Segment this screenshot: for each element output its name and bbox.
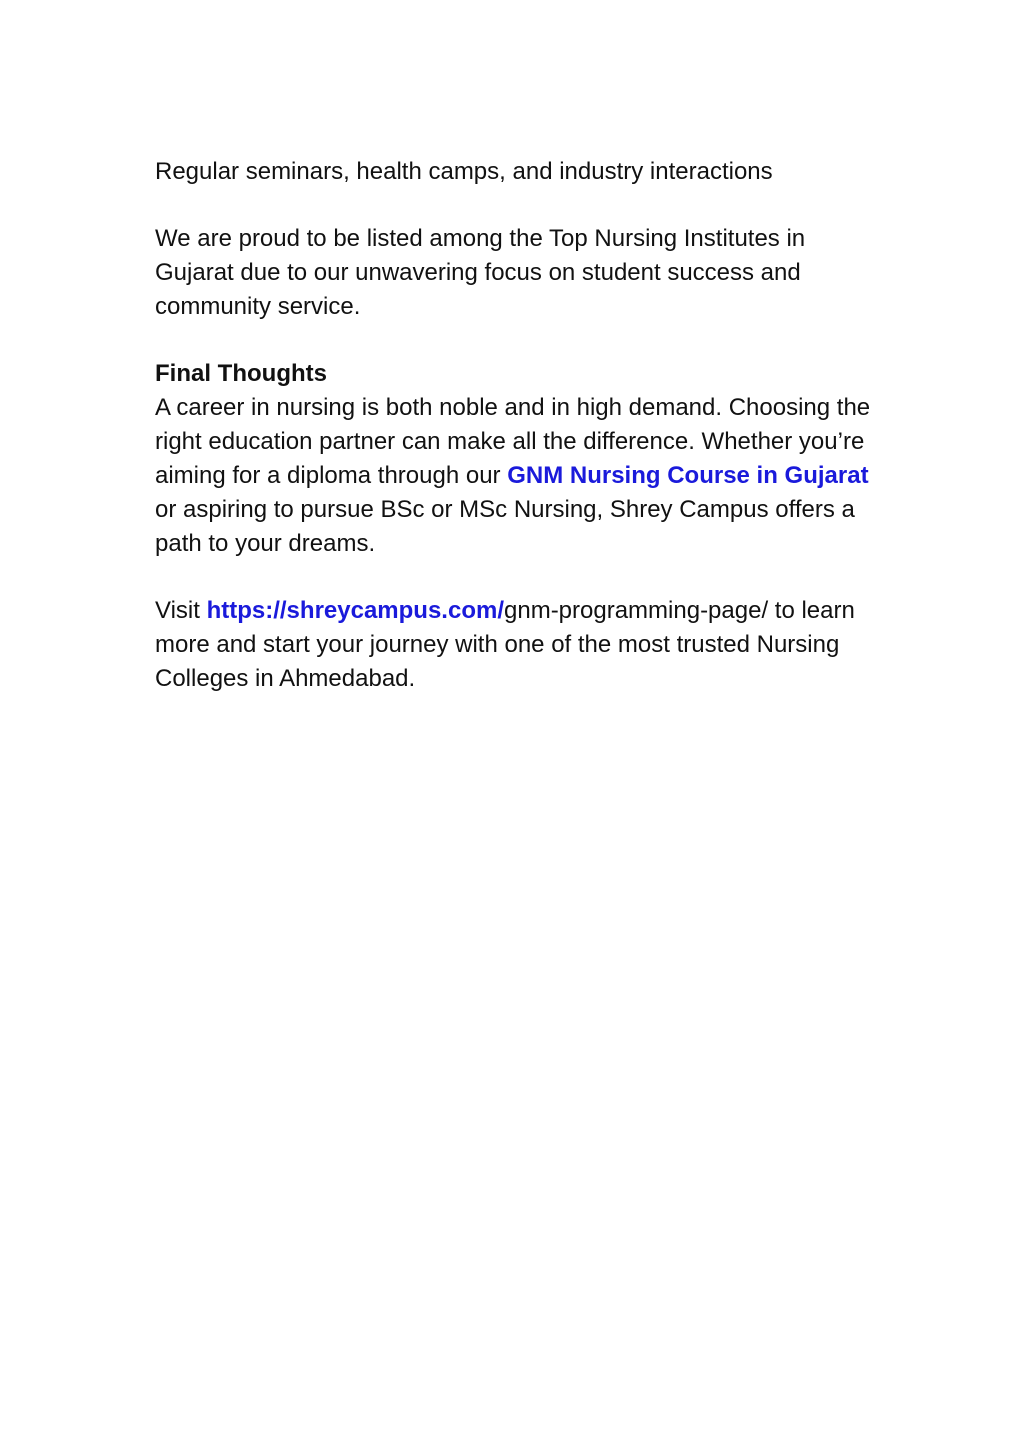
bullet-line: Regular seminars, health camps, and industry interactions xyxy=(155,158,773,185)
final-thoughts-text-after-link: or aspiring to pursue BSc or MSc Nursing, Shrey Campus offers a path to your dreams. xyxy=(155,496,855,557)
visit-prefix: Visit xyxy=(155,597,207,624)
final-thoughts-text-before-link: A career in nursing is both noble and in high demand. Choosing the right education partner can make all the difference. Whether you’re aiming for a diploma through our xyxy=(155,394,871,489)
final-thoughts-heading: Final Thoughts xyxy=(155,360,327,387)
visit-paragraph xyxy=(155,594,875,696)
shreycampus-link[interactable]: https://shreycampus.com/ xyxy=(206,597,504,624)
gnm-course-link[interactable]: GNM Nursing Course in Gujarat xyxy=(507,462,869,489)
final-thoughts-section xyxy=(155,357,875,561)
visit-suffix: gnm-programming-page/ to learn more and start your journey with one of the most trusted Nursing Colleges in Ahmedabad. xyxy=(155,597,855,692)
document-body xyxy=(155,155,875,729)
final-thoughts-paragraph xyxy=(155,391,875,561)
intro-paragraph: We are proud to be listed among the Top Nursing Institutes in Gujarat due to our unwavering focus on student success and community service. xyxy=(155,225,806,320)
